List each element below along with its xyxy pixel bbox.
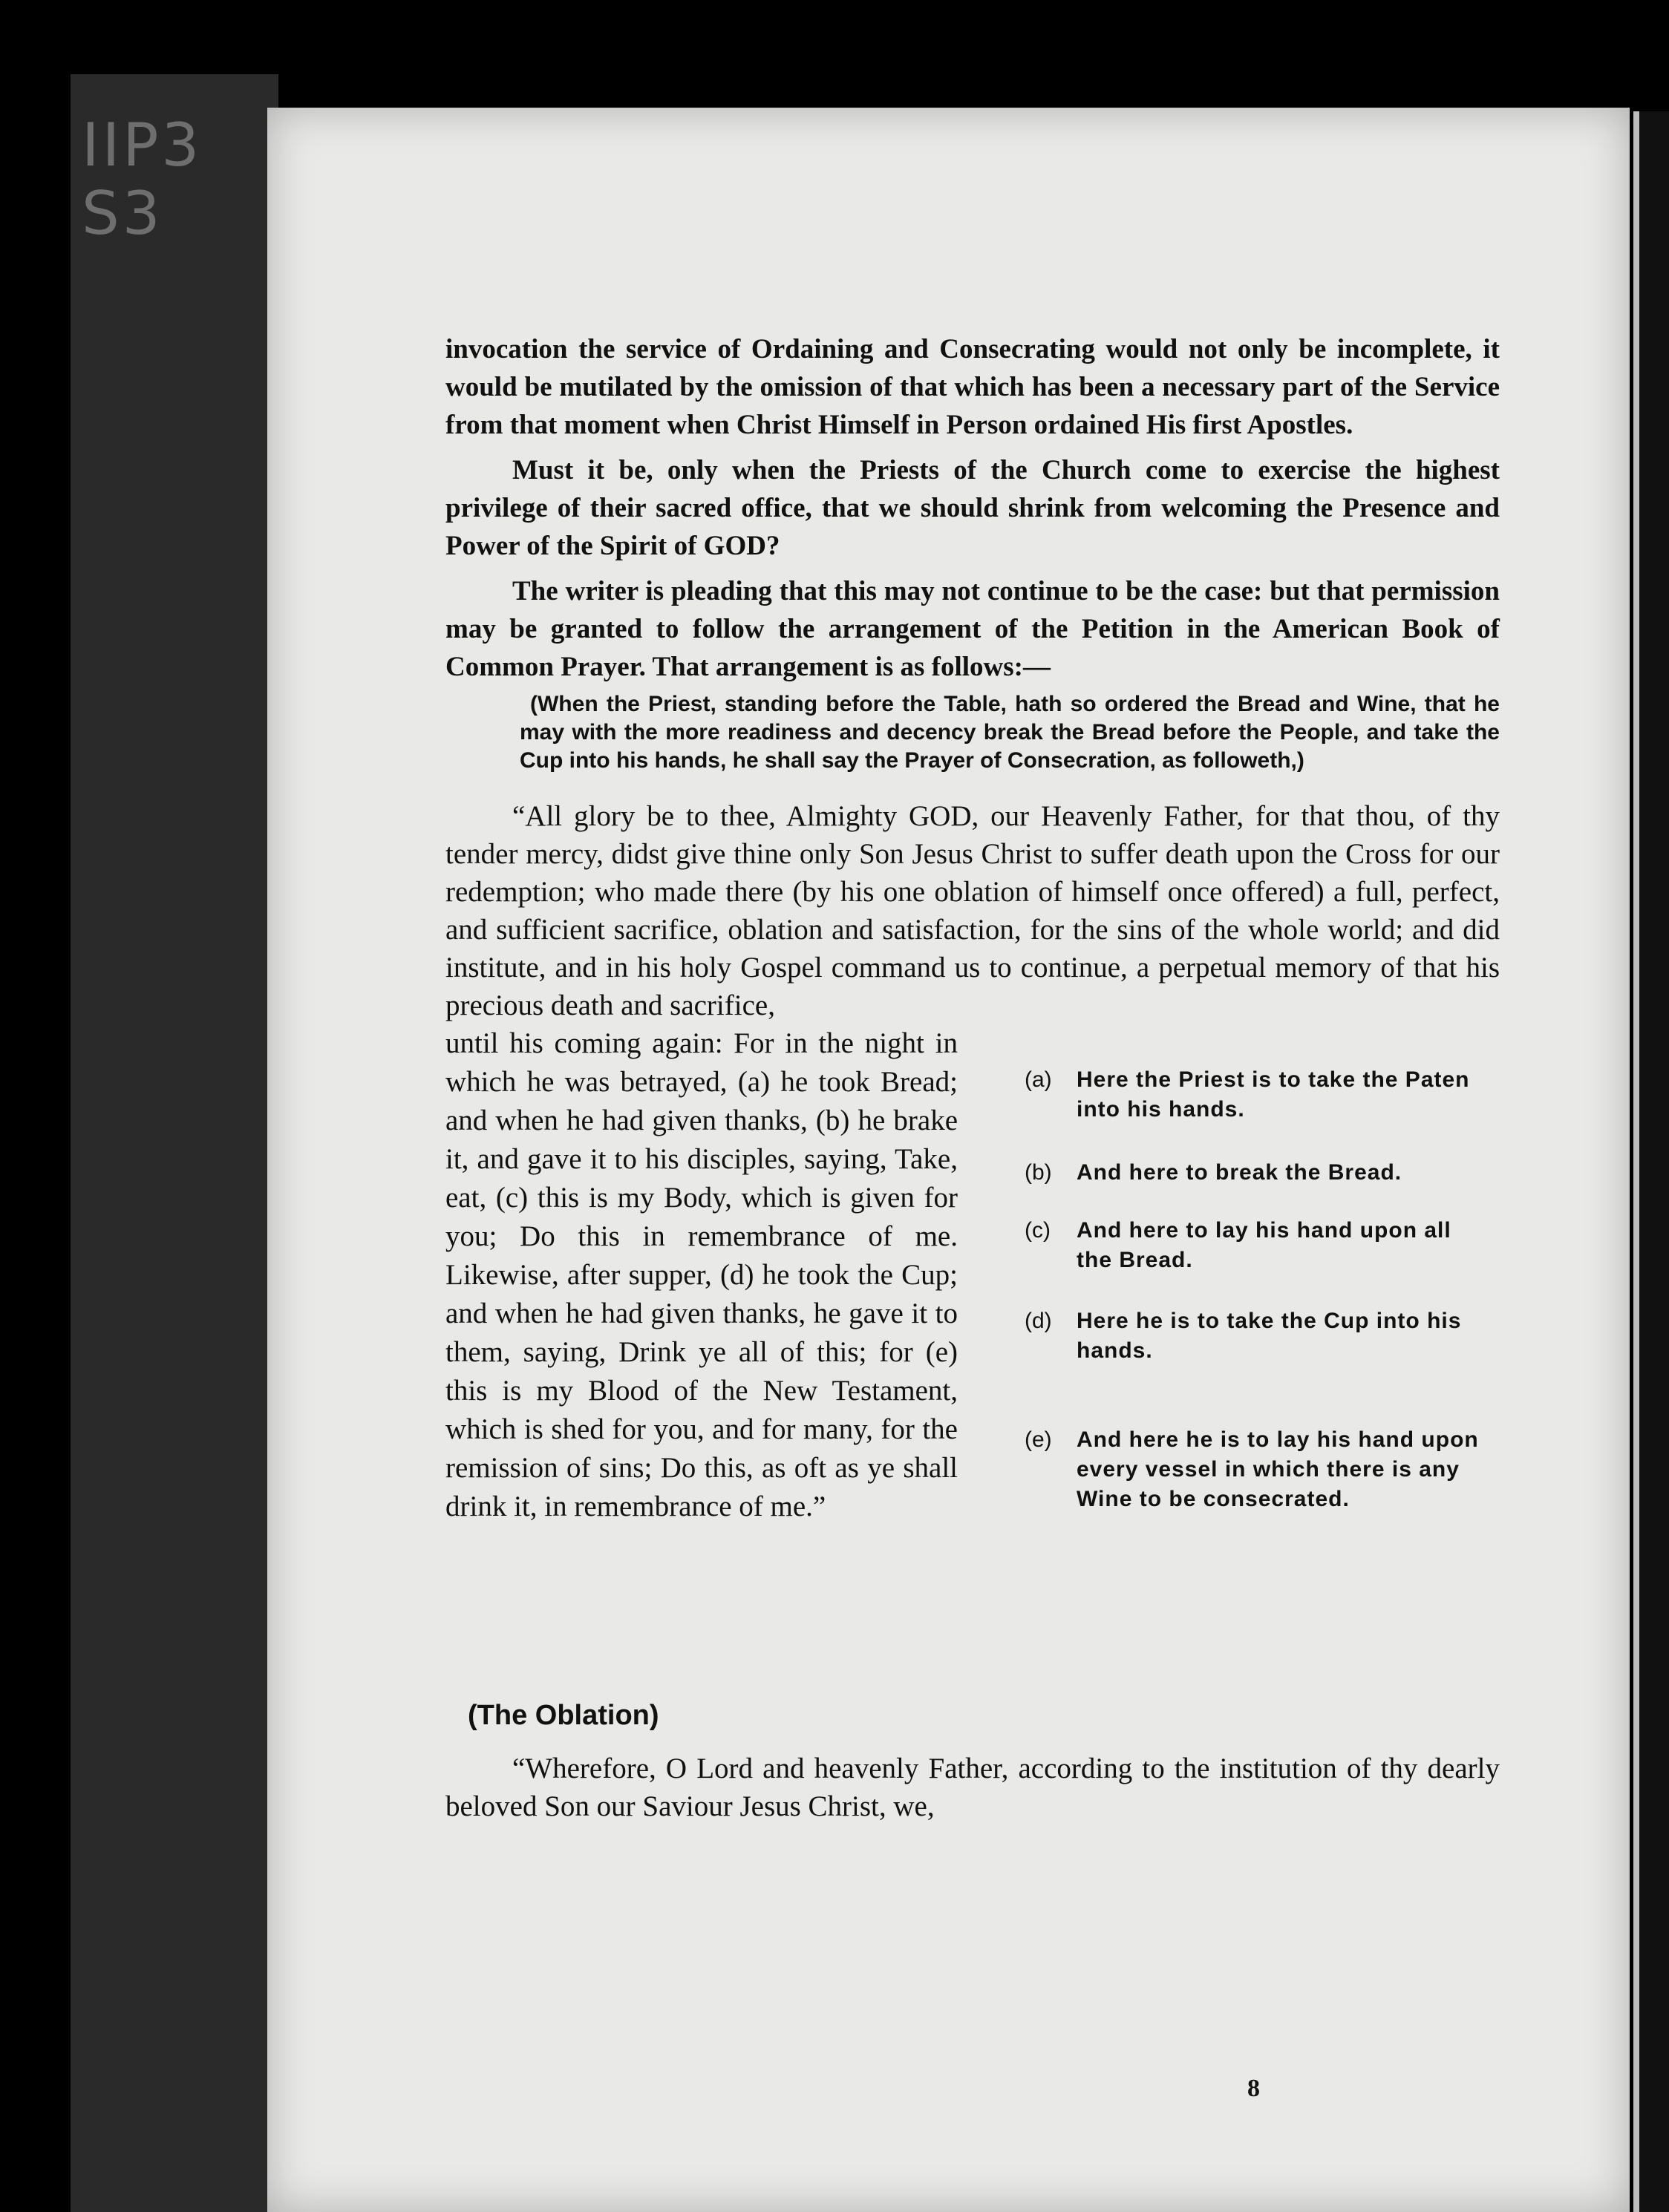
section-heading-oblation: (The Oblation) [468, 1700, 659, 1731]
rubric-instruction: (When the Priest, standing before the Table, hath so ordered the Bread and Wine, that he may with the more readiness and decency break the Bread before the People, and take the Cup into his hands, he shall say the Prayer of Consecration, as followeth,) [520, 692, 1500, 773]
note-text: And here he is to lay his hand upon every vessel in which there is any Wine to be consecrated. [1077, 1427, 1479, 1511]
margin-note-b [1025, 1158, 1485, 1188]
binding-strip [71, 74, 278, 2212]
margin-mark-line-1: IIP3 [82, 111, 203, 180]
margin-mark-line-2: S3 [82, 179, 163, 248]
margin-note-c [1025, 1216, 1485, 1275]
prayer-consecration-column: until his coming again: For in the night in which he was betrayed, (a) he took Bread; and when he had given thanks, (b) he brake it, and gave it to his disciples, saying, Take, eat, (c) this is my Body, which is given for you; Do this in remembrance of me. Likewise, after supper, (d) he took the Cup; and when he had given thanks, he gave it to them, saying, Drink ye all of this; for (e) this is my Blood of the New Testament, which is shed for you, and for many, for the remission of sins; Do this, as oft as ye shall drink it, in remembrance of me.” [445, 1027, 958, 1522]
paragraph-plea: The writer is pleading that this may not continue to be the case: but that permission may be granted to follow the arrangement of the Petition in the American Book of Common Prayer. That arrangement is as follows:— [445, 576, 1500, 682]
margin-note-e [1025, 1425, 1485, 1514]
note-key: (c) [1025, 1218, 1051, 1243]
margin-note-d [1025, 1306, 1485, 1366]
note-key: (a) [1025, 1067, 1052, 1092]
oblation-text: “Wherefore, O Lord and heavenly Father, according to the institution of thy dearly beloved Son our Saviour Jesus Christ, we, [445, 1753, 1500, 1822]
note-text: And here to break the Bread. [1077, 1160, 1402, 1185]
note-key: (d) [1025, 1309, 1052, 1333]
adjacent-page-edge [1633, 111, 1669, 2212]
document-page [267, 108, 1630, 2212]
margin-note-a [1025, 1065, 1485, 1125]
note-text: And here to lay his hand upon all the Bread. [1077, 1218, 1451, 1272]
note-key: (e) [1025, 1427, 1052, 1452]
paragraph-question: Must it be, only when the Priests of the Church come to exercise the highest privilege of their sacred office, that we should shrink from welcoming the Presence and Power of the Spirit of GOD? [445, 455, 1500, 561]
paragraph-invocation: invocation the service of Ordaining and Consecrating would not only be incomplete, it would be mutilated by the omission of that which has been a necessary part of the Service from that moment when Christ Himself in Person ordained His first Apostles. [445, 334, 1500, 440]
prayer-with-notes [445, 1024, 1500, 1640]
margin-handwritten-mark [82, 111, 202, 248]
page-number: 8 [1247, 2075, 1260, 2102]
page-text [445, 330, 1500, 1825]
prayer-consecration-intro: “All glory be to thee, Almighty GOD, our Heavenly Father, for that thou, of thy tender mercy, didst give thine only Son Jesus Christ to suffer death upon the Cross for our redemption; who made there (by his one oblation of himself once offered) a full, perfect, and sufficient sacrifice, oblation and satisfaction, for the sins of the whole world; and did institute, and in his holy Gospel command us to continue, a perpetual memory of that his precious death and sacrifice, [445, 800, 1500, 1021]
note-key: (b) [1025, 1160, 1052, 1185]
note-text: Here he is to take the Cup into his hands. [1077, 1309, 1462, 1363]
note-text: Here the Priest is to take the Paten into his hands. [1077, 1067, 1470, 1122]
